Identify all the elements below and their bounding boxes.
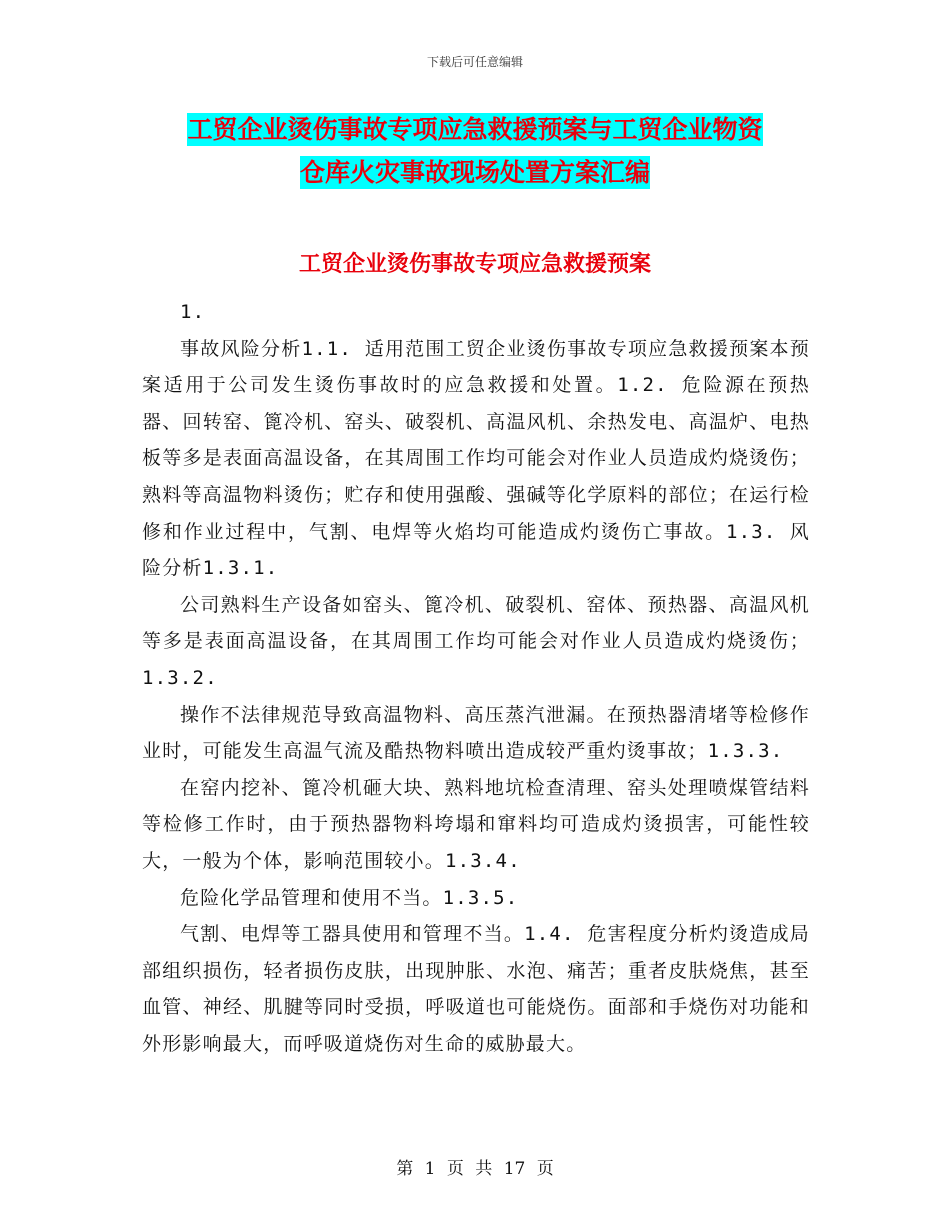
page-number-footer: 第 1 页 共 17 页 [396,1159,554,1179]
section-title: 工贸企业烫伤事故专项应急救援预案 [298,252,651,277]
paragraph-1: 1. [180,301,206,323]
document-title-line1: 工贸企业烫伤事故专项应急救援预案与工贸企业物资 [187,115,763,144]
paragraph-7: 气割、电焊等工器具使用和管理不当。1.4. 危害程度分析灼烫造成局部组织损伤，轻者损伤皮肤，出现肿胀、水泡、痛苦；重者皮肤烧焦，甚至血管、神经、肌腱等同时受损，呼吸道也可能烧伤。面部和手烧伤对功能和外形影响最大，而呼吸道烧伤对生命的威胁最大。 [142,923,810,1055]
document-title [142,108,808,194]
paragraph-4: 操作不法律规范导致高温物料、高压蒸汽泄漏。在预热器清堵等检修作业时，可能发生高温气流及酷热物料喷出造成较严重灼烫事故；1.3.3. [142,703,810,763]
paragraph-2: 事故风险分析1.1. 适用范围工贸企业烫伤事故专项应急救援预案本预案适用于公司发生烫伤事故时的应急救援和处置。1.2. 危险源在预热器、回转窑、篦冷机、窑头、破裂机、高温风机、余热发电、高温炉、电热板等多是表面高温设备，在其周围工作均可能会对作业人员造成灼烧烫伤；熟料等高温物料烫伤；贮存和使用强酸、强碱等化学原料的部位；在运行检修和作业过程中，气割、电焊等火焰均可能造成灼烫伤亡事故。1.3. 风险分析1.3.1. [142,337,810,580]
paragraph-3: 公司熟料生产设备如窑头、篦冷机、破裂机、窑体、预热器、高温风机等多是表面高温设备，在其周围工作均可能会对作业人员造成灼烧烫伤；1.3.2. [142,593,810,689]
document-body [142,294,810,1062]
header-note: 下载后可任意编辑 [426,55,523,69]
paragraph-5: 在窑内挖补、篦冷机砸大块、熟料地坑检查清理、窑头处理喷煤管结料等检修工作时，由于预热器物料垮塌和窜料均可造成灼烫损害，可能性较大，一般为个体，影响范围较小。1.3.4. [142,776,810,872]
document-title-line2: 仓库火灾事故现场处置方案汇编 [299,158,650,187]
paragraph-6: 危险化学品管理和使用不当。1.3.5. [180,886,519,909]
